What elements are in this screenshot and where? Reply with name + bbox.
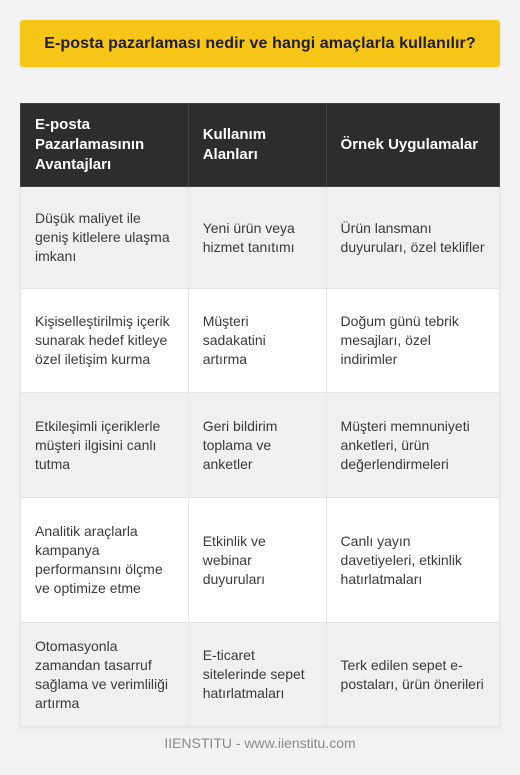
table-header-row	[21, 104, 500, 187]
table-cell: Yeni ürün veya hizmet tanıtımı	[188, 187, 326, 289]
comparison-table	[20, 103, 500, 727]
table-cell: Etkileşimli içeriklerle müşteri ilgisini canlı tutma	[21, 393, 189, 498]
table-cell: Müşteri sadakatini artırma	[188, 289, 326, 393]
table-cell: Ürün lansmanı duyuruları, özel teklifler	[326, 187, 499, 289]
table-row	[21, 393, 500, 498]
table-row	[21, 498, 500, 623]
title-banner	[20, 20, 500, 67]
column-header-usage-areas: Kullanım Alanları	[188, 104, 326, 187]
table-row	[21, 289, 500, 393]
page-title: E-posta pazarlaması nedir ve hangi amaçlarla kullanılır?	[44, 34, 476, 52]
column-header-advantages: E-posta Pazarlamasının Avantajları	[21, 104, 189, 187]
table-cell: Terk edilen sepet e-postaları, ürün önerileri	[326, 623, 499, 727]
table-cell: Geri bildirim toplama ve anketler	[188, 393, 326, 498]
table-cell: E-ticaret sitelerinde sepet hatırlatmaları	[188, 623, 326, 727]
table-cell: Etkinlik ve webinar duyuruları	[188, 498, 326, 623]
footer-credit: IIENSTITU - www.iienstitu.com	[164, 735, 356, 751]
table-cell: Müşteri memnuniyeti anketleri, ürün değerlendirmeleri	[326, 393, 499, 498]
table-row	[21, 623, 500, 727]
table-cell: Analitik araçlarla kampanya performansını ölçme ve optimize etme	[21, 498, 189, 623]
table-cell: Düşük maliyet ile geniş kitlelere ulaşma imkanı	[21, 187, 189, 289]
table-cell: Kişiselleştirilmiş içerik sunarak hedef kitleye özel iletişim kurma	[21, 289, 189, 393]
table-row	[21, 187, 500, 289]
column-header-examples: Örnek Uygulamalar	[326, 104, 499, 187]
table-cell: Otomasyonla zamandan tasarruf sağlama ve verimliliği artırma	[21, 623, 189, 727]
table-cell: Doğum günü tebrik mesajları, özel indirimler	[326, 289, 499, 393]
table-cell: Canlı yayın davetiyeleri, etkinlik hatırlatmaları	[326, 498, 499, 623]
